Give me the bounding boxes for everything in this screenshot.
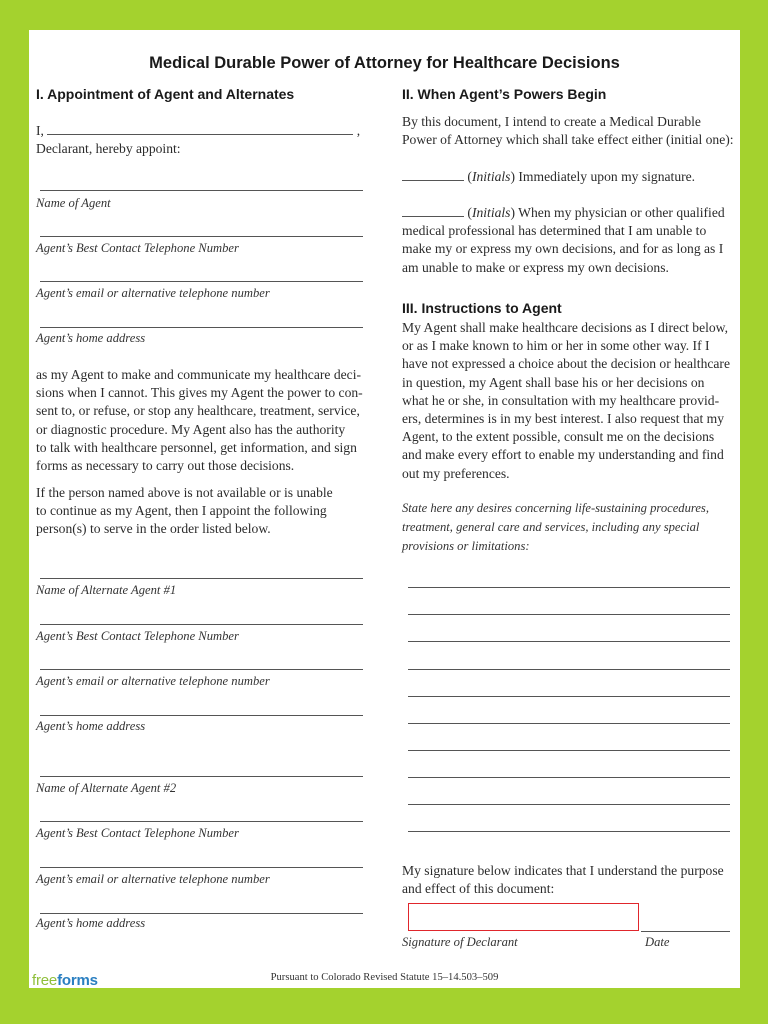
option-1-text: Immediately upon my signature. — [518, 169, 696, 184]
paragraph-line: forms as necessary to carry out those decisions. — [36, 458, 295, 474]
logo-part-free: free — [32, 972, 58, 989]
paragraph-line: person(s) to serve in the order listed below. — [36, 521, 271, 537]
instruction-line[interactable] — [408, 723, 730, 724]
page-title: Medical Durable Power of Attorney for Healthcare Decisions — [149, 54, 620, 72]
paragraph-line: If the person named above is not available or is unable — [36, 485, 333, 500]
special-instructions-prompt — [402, 499, 740, 556]
instruction-line[interactable] — [408, 587, 730, 588]
section-3-heading: III. Instructions to Agent — [402, 300, 562, 316]
declarant-name-field[interactable] — [47, 122, 353, 135]
initials-field-1[interactable] — [402, 168, 464, 181]
option-2-text: When my physician or other qualified — [518, 205, 725, 220]
paragraph-line: am unable to make or express my own decisions. — [402, 259, 669, 275]
alt2-name-field[interactable] — [40, 776, 363, 777]
section-1-heading: I. Appointment of Agent and Alternates — [36, 86, 295, 102]
instruction-line[interactable] — [408, 641, 730, 642]
instructions-paragraph — [402, 319, 740, 483]
instruction-line[interactable] — [408, 614, 730, 615]
alt2-name-label: Name of Alternate Agent #2 — [36, 781, 177, 795]
instruction-line[interactable] — [408, 696, 730, 697]
instruction-line[interactable] — [408, 669, 730, 670]
option-incapacity — [402, 204, 740, 277]
paragraph-line: My signature below indicates that I understand the purpose — [402, 863, 724, 878]
paragraph-line: make my or express my own decisions, and for as long as I — [402, 241, 724, 257]
paragraph-line: provisions or limitations: — [402, 539, 530, 553]
alt2-address-field[interactable] — [40, 913, 363, 914]
agent-email-field[interactable] — [40, 281, 363, 282]
alt1-name-field[interactable] — [40, 578, 363, 579]
powers-intro — [402, 113, 740, 149]
form-page — [29, 30, 740, 988]
paragraph-line: ers, determines is in my best interest. I also request that my — [402, 411, 725, 427]
alt2-email-field[interactable] — [40, 867, 363, 868]
agent-address-field[interactable] — [40, 327, 363, 328]
declarant-appoint-text: Declarant, hereby appoint: — [36, 141, 181, 156]
alt1-email-label: Agent’s email or alternative telephone number — [36, 674, 270, 688]
instruction-line[interactable] — [408, 750, 730, 751]
signature-label: Signature of Declarant — [402, 935, 518, 949]
paragraph-line: to talk with healthcare personnel, get information, and sign — [36, 439, 357, 455]
agent-phone-label: Agent’s Best Contact Telephone Number — [36, 241, 239, 255]
paragraph-line: what he or she, in consultation with my healthcare provid- — [402, 392, 720, 408]
alt2-address-label: Agent’s home address — [36, 916, 146, 930]
paragraph-line: and make every effort to enable my understanding and find — [402, 447, 724, 463]
agent-email-label: Agent’s email or alternative telephone number — [36, 286, 270, 300]
alternates-paragraph — [36, 484, 371, 539]
paragraph-line: State here any desires concerning life-sustaining procedures, — [402, 501, 709, 515]
paragraph-line: or as I make known to him or her in some other way. If I — [402, 338, 710, 354]
authority-paragraph — [36, 366, 371, 475]
initials-label: Initials — [471, 169, 511, 184]
declarant-line — [36, 122, 360, 140]
paragraph-line: in question, my Agent shall base his or her decisions on — [402, 374, 705, 390]
alt1-name-label: Name of Alternate Agent #1 — [36, 583, 177, 597]
option-2-first-line: (Initials) When my physician or other qualified — [402, 204, 740, 222]
paragraph-line: medical professional has determined that I am unable to — [402, 223, 707, 239]
agent-address-label: Agent’s home address — [36, 331, 146, 345]
paragraph-line: treatment, general care and services, including any special — [402, 520, 700, 534]
alt1-phone-label: Agent’s Best Contact Telephone Number — [36, 629, 239, 643]
paragraph-line: to continue as my Agent, then I appoint the following — [36, 503, 327, 519]
paragraph-line: My Agent shall make healthcare decisions as I direct below, — [402, 320, 729, 335]
paragraph-line: By this document, I intend to create a Medical Durable — [402, 114, 701, 129]
paragraph-line: out my preferences. — [402, 465, 510, 481]
initials-label: Initials — [471, 205, 511, 220]
paragraph-line: have not expressed a choice about the decision or healthcare — [402, 356, 730, 372]
alt1-address-field[interactable] — [40, 715, 363, 716]
paragraph-line: sions when I cannot. This gives my Agent the power to con- — [36, 385, 363, 401]
agent-phone-field[interactable] — [40, 236, 363, 237]
declarant-suffix: , — [356, 123, 361, 138]
paragraph-line: and effect of this document: — [402, 881, 555, 897]
alt1-address-label: Agent’s home address — [36, 719, 146, 733]
logo-part-forms: forms — [57, 972, 98, 989]
statute-note: Pursuant to Colorado Revised Statute 15–14.503–509 — [270, 972, 499, 983]
paragraph-line: as my Agent to make and communicate my healthcare deci- — [36, 367, 361, 382]
paragraph-line: or diagnostic procedure. My Agent also has the authority — [36, 421, 346, 437]
instruction-line[interactable] — [408, 804, 730, 805]
alt1-phone-field[interactable] — [40, 624, 363, 625]
initials-field-2[interactable] — [402, 204, 464, 217]
declarant-prefix: I, — [36, 123, 44, 138]
alt2-phone-label: Agent’s Best Contact Telephone Number — [36, 826, 239, 840]
agent-name-label: Name of Agent — [36, 196, 111, 210]
section-2-heading: II. When Agent’s Powers Begin — [402, 86, 607, 102]
instruction-line[interactable] — [408, 777, 730, 778]
agent-name-field[interactable] — [40, 190, 363, 191]
signature-field[interactable] — [408, 903, 639, 931]
date-label: Date — [645, 935, 670, 949]
paragraph-line: Agent, to the extent possible, consult me on the decisions — [402, 429, 715, 445]
alt2-phone-field[interactable] — [40, 821, 363, 822]
paragraph-line: sent to, or refuse, or stop any healthcare, treatment, service, — [36, 403, 360, 419]
signature-intro — [402, 862, 740, 898]
instruction-line[interactable] — [408, 831, 730, 832]
date-field[interactable] — [641, 931, 730, 932]
paragraph-line: Power of Attorney which shall take effect either (initial one): — [402, 132, 734, 148]
option-immediately: (Initials) Immediately upon my signature. — [402, 168, 695, 186]
alt2-email-label: Agent’s email or alternative telephone number — [36, 872, 270, 886]
alt1-email-field[interactable] — [40, 669, 363, 670]
